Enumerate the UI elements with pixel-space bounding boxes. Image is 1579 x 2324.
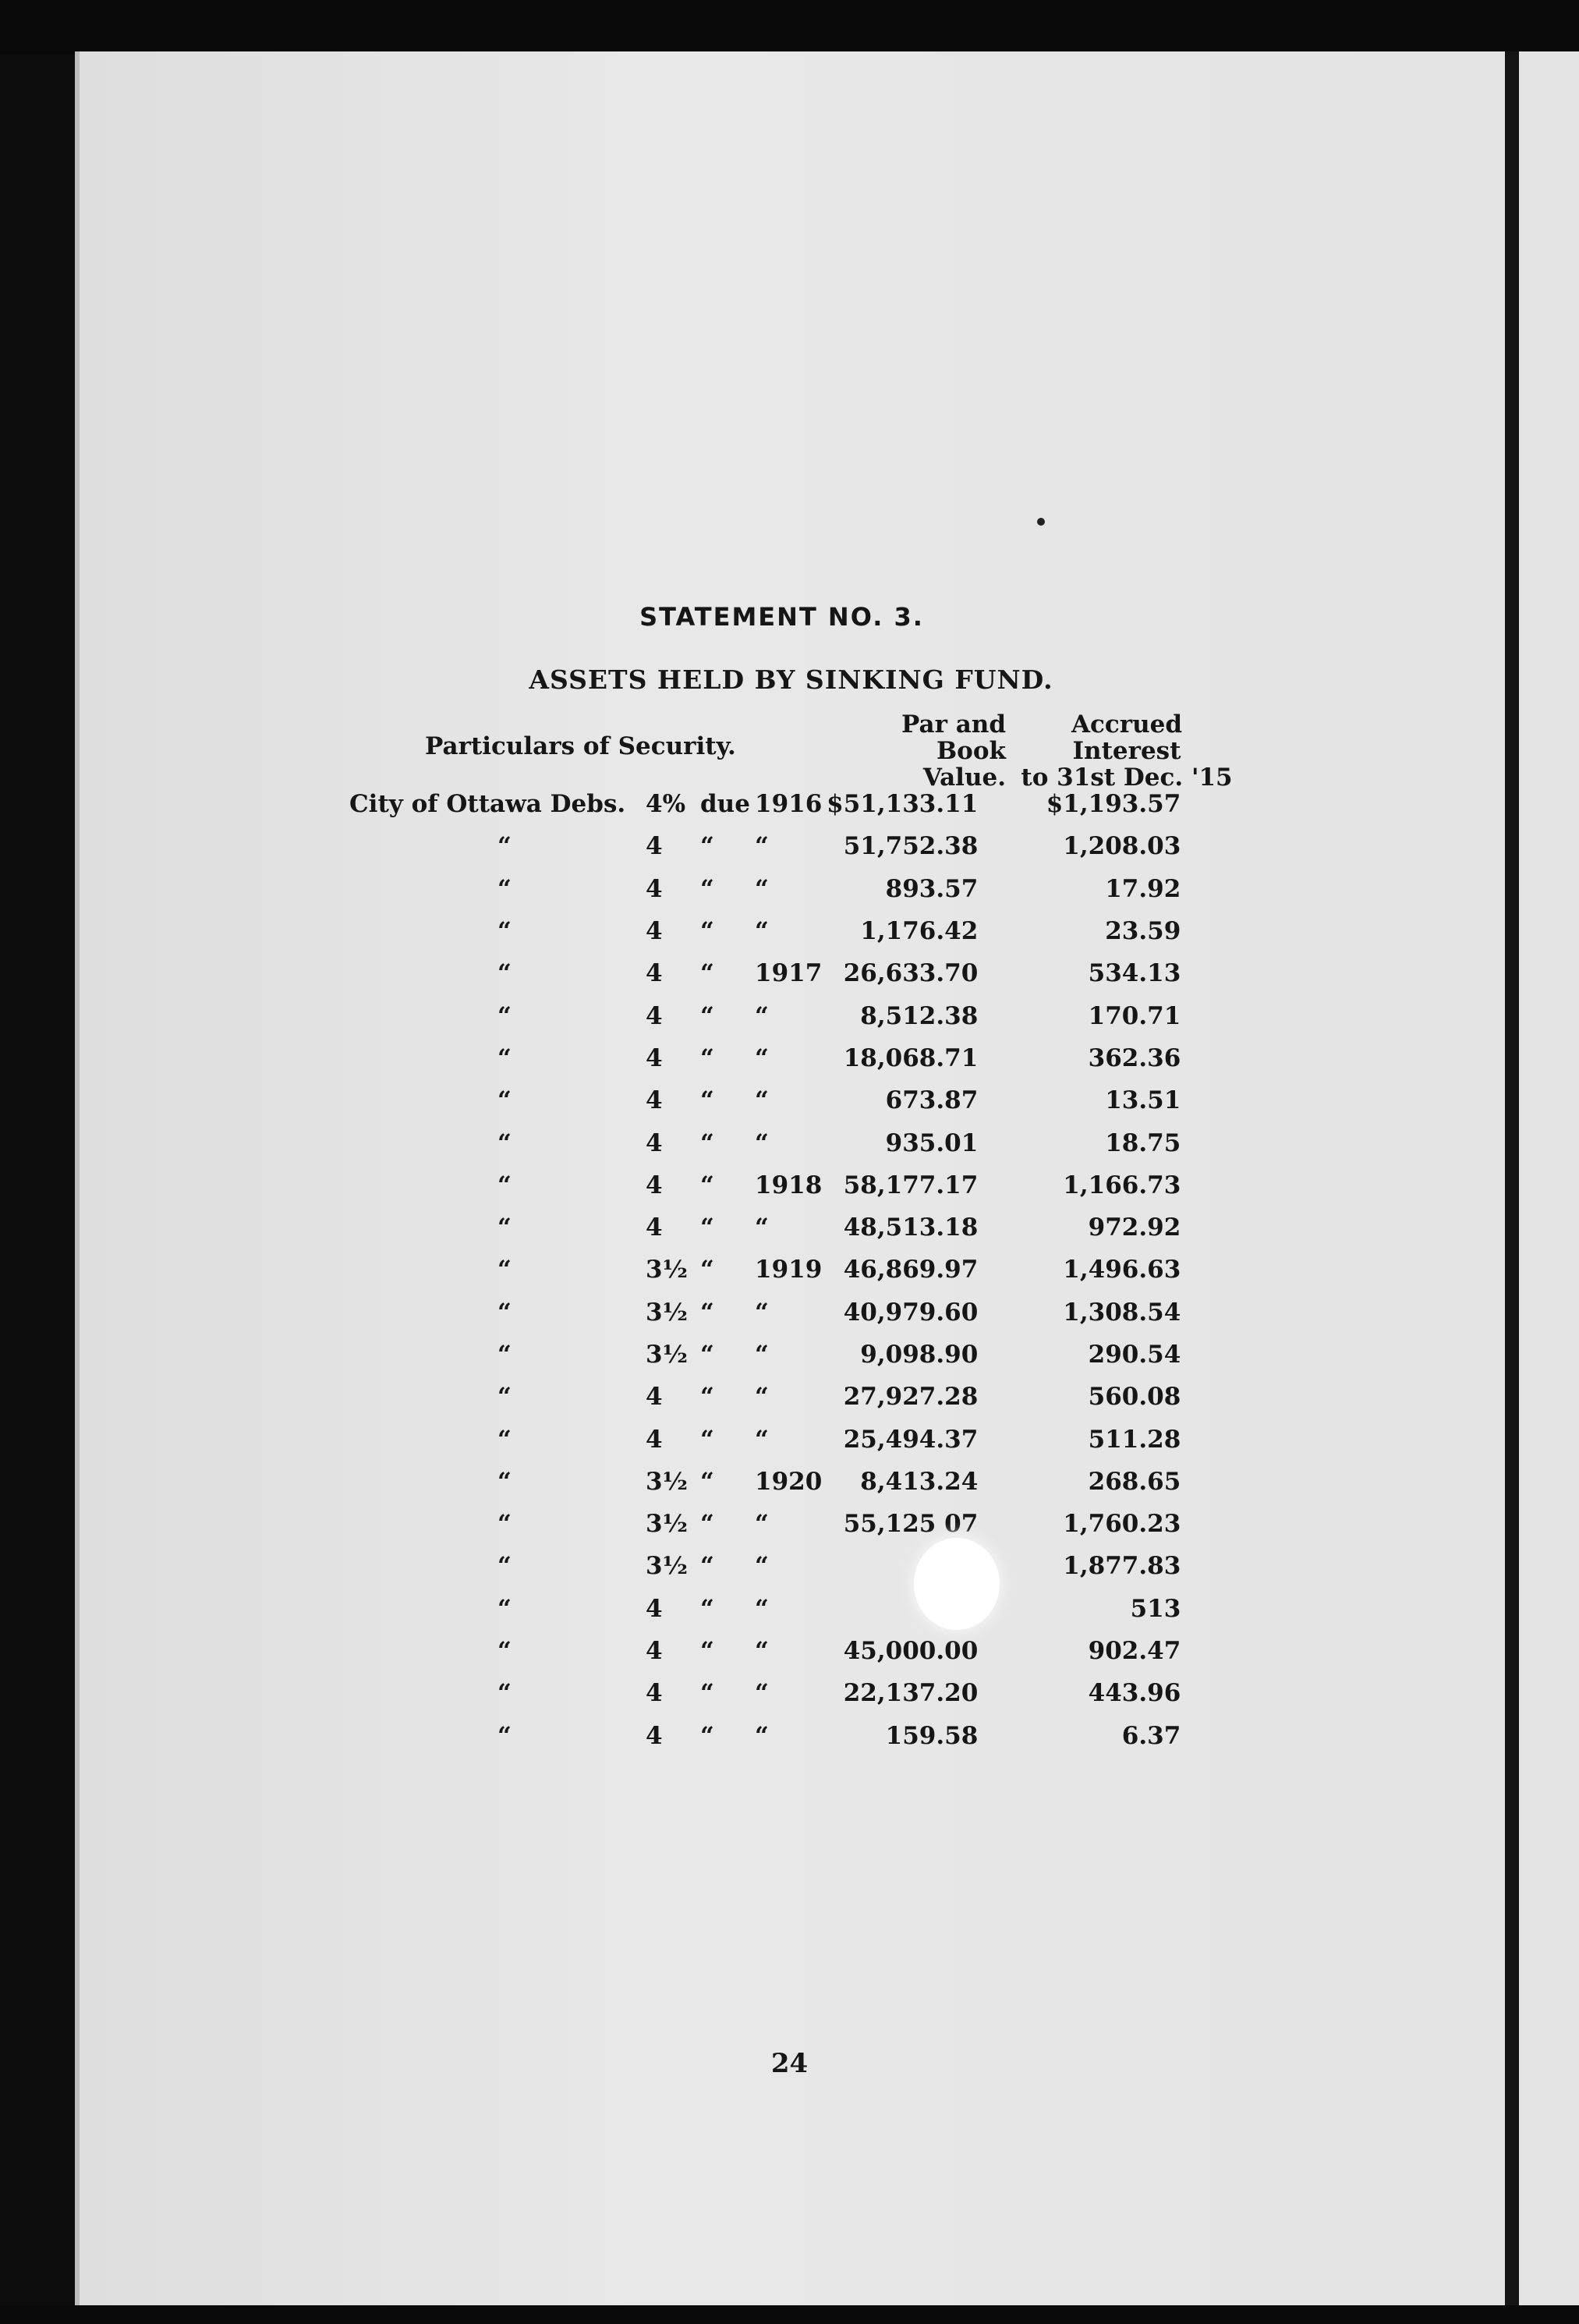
- ditto-mark: “: [497, 1679, 512, 1708]
- header-accrued-line2: to 31st Dec. '15: [1021, 763, 1233, 792]
- ink-speck: [1037, 518, 1045, 526]
- accrued-interest: 290.54: [1088, 1341, 1181, 1369]
- due-label: “: [700, 1552, 714, 1581]
- maturity-year: 1917: [755, 959, 823, 988]
- security-name: [349, 1376, 646, 1418]
- interest-rate: 4: [646, 1128, 663, 1157]
- table-row: [349, 1079, 1181, 1121]
- ditto-mark: “: [497, 1001, 512, 1030]
- due-label: “: [700, 1679, 714, 1708]
- header-accrued-interest: [1014, 711, 1240, 791]
- par-book-value: 893.57: [885, 874, 979, 903]
- table-row: [349, 1672, 1181, 1714]
- interest-rate: 4: [646, 1086, 663, 1115]
- table-row: [349, 825, 1181, 867]
- table-row: [349, 1461, 1181, 1503]
- statement-heading: STATEMENT NO. 3.: [639, 602, 924, 632]
- security-name: [349, 1672, 646, 1714]
- accrued-interest: 18.75: [1105, 1128, 1181, 1157]
- interest-rate: 3½: [646, 1256, 688, 1284]
- due-label: “: [700, 959, 714, 988]
- accrued-interest: 23.59: [1105, 917, 1181, 946]
- due-label: “: [700, 1637, 714, 1666]
- accrued-interest: 511.28: [1088, 1425, 1181, 1454]
- par-book-value: 8,413.24: [860, 1467, 979, 1496]
- security-name: [349, 1588, 646, 1630]
- par-book-value: 9,098.90: [860, 1341, 979, 1369]
- security-name: [349, 1249, 646, 1291]
- table-row: [349, 1503, 1181, 1545]
- ditto-mark: “: [497, 1383, 512, 1412]
- interest-rate: 4: [646, 1001, 663, 1030]
- facing-page-edge: [1519, 51, 1579, 2305]
- due-label: “: [700, 1383, 714, 1412]
- maturity-year: “: [755, 1594, 769, 1623]
- security-name: [349, 1630, 646, 1672]
- security-name: [349, 952, 646, 994]
- table-row: [349, 1291, 1181, 1334]
- due-label: “: [700, 1086, 714, 1115]
- maturity-year: “: [755, 874, 769, 903]
- accrued-interest: 1,166.73: [1063, 1171, 1181, 1199]
- table-row: [349, 994, 1181, 1036]
- due-label: “: [700, 1001, 714, 1030]
- maturity-year: “: [755, 1679, 769, 1708]
- security-name: [349, 1461, 646, 1503]
- page-number: 24: [770, 2048, 809, 2079]
- table-row: [349, 1249, 1181, 1291]
- ditto-mark: “: [497, 1721, 512, 1750]
- ditto-mark: “: [497, 1086, 512, 1115]
- security-name: [349, 1121, 646, 1164]
- maturity-year: “: [755, 1383, 769, 1412]
- due-label: “: [700, 1510, 714, 1539]
- accrued-interest: 534.13: [1088, 959, 1181, 988]
- maturity-year: “: [755, 1213, 769, 1242]
- header-par-line2: Book Value.: [922, 737, 1006, 792]
- table-row: [349, 783, 1181, 825]
- book-gutter: [1505, 51, 1521, 2305]
- due-label: “: [700, 874, 714, 903]
- par-book-value: 58,177.17: [843, 1171, 979, 1199]
- table-row: [349, 1206, 1181, 1249]
- due-label: “: [700, 1171, 714, 1199]
- par-book-value: 51,752.38: [843, 832, 979, 861]
- maturity-year: “: [755, 917, 769, 946]
- accrued-interest: $1,193.57: [1046, 790, 1181, 819]
- assets-table: [349, 783, 1181, 1757]
- table-row: [349, 952, 1181, 994]
- maturity-year: “: [755, 1043, 769, 1072]
- table-row: [349, 1037, 1181, 1079]
- table-row: [349, 1418, 1181, 1460]
- maturity-year: 1919: [755, 1256, 823, 1284]
- accrued-interest: 6.37: [1121, 1721, 1181, 1750]
- security-name: [349, 1715, 646, 1757]
- due-label: “: [700, 1128, 714, 1157]
- ditto-mark: “: [497, 1594, 512, 1623]
- maturity-year: “: [755, 1001, 769, 1030]
- due-label: “: [700, 1043, 714, 1072]
- due-label: “: [700, 832, 714, 861]
- security-name: [349, 1291, 646, 1334]
- table-row: [349, 1588, 1181, 1630]
- security-name: [349, 1503, 646, 1545]
- par-book-value: 48,513.18: [843, 1213, 979, 1242]
- par-book-value: 935.01: [885, 1128, 979, 1157]
- due-label: “: [700, 1341, 714, 1369]
- ditto-mark: “: [497, 1213, 512, 1242]
- security-name: [349, 868, 646, 910]
- accrued-interest: 1,760.23: [1063, 1510, 1181, 1539]
- table-row: [349, 1376, 1181, 1418]
- maturity-year: “: [755, 1298, 769, 1327]
- maturity-year: 1916: [755, 790, 823, 819]
- interest-rate: 4: [646, 1383, 663, 1412]
- interest-rate: 4: [646, 1213, 663, 1242]
- par-book-value: 45,000.00: [843, 1637, 979, 1666]
- page-edge: [75, 51, 80, 2305]
- table-row: [349, 868, 1181, 910]
- interest-rate: 4: [646, 832, 663, 861]
- interest-rate: 3½: [646, 1341, 688, 1369]
- security-name: [349, 1079, 646, 1121]
- ditto-mark: “: [497, 1510, 512, 1539]
- maturity-year: “: [755, 1721, 769, 1750]
- maturity-year: “: [755, 1341, 769, 1369]
- due-label: “: [700, 1213, 714, 1242]
- table-row: [349, 1630, 1181, 1672]
- security-name: [349, 1418, 646, 1460]
- security-name: [349, 910, 646, 952]
- maturity-year: “: [755, 1425, 769, 1454]
- par-book-value: 46,869.97: [843, 1256, 979, 1284]
- table-row: [349, 1164, 1181, 1206]
- due-label: “: [700, 1298, 714, 1327]
- par-book-value: 18,068.71: [843, 1043, 979, 1072]
- maturity-year: “: [755, 1510, 769, 1539]
- due-label: “: [700, 917, 714, 946]
- interest-rate: 4: [646, 1721, 663, 1750]
- interest-rate: 4: [646, 1171, 663, 1199]
- assets-table-body: [349, 783, 1181, 1757]
- accrued-interest: 902.47: [1088, 1637, 1181, 1666]
- ditto-mark: “: [497, 1425, 512, 1454]
- par-book-value: 27,927.28: [843, 1383, 979, 1412]
- interest-rate: 3½: [646, 1552, 688, 1581]
- par-book-value: 22,137.20: [843, 1679, 979, 1708]
- security-name: City of Ottawa Debs.: [349, 790, 626, 819]
- interest-rate: 4: [646, 1425, 663, 1454]
- ditto-mark: “: [497, 832, 512, 861]
- interest-rate: 4: [646, 1043, 663, 1072]
- accrued-interest: 268.65: [1088, 1467, 1181, 1496]
- document-title: ASSETS HELD BY SINKING FUND.: [529, 664, 1053, 695]
- security-name: [349, 1164, 646, 1206]
- par-book-value: 26,633.70: [843, 959, 979, 988]
- interest-rate: 4: [646, 1594, 663, 1623]
- table-row: [349, 1545, 1181, 1587]
- par-book-value: 25,494.37: [843, 1425, 979, 1454]
- maturity-year: 1918: [755, 1171, 823, 1199]
- maturity-year: 1920: [755, 1467, 823, 1496]
- interest-rate: 4: [646, 959, 663, 988]
- maturity-year: “: [755, 832, 769, 861]
- interest-rate: 3½: [646, 1510, 688, 1539]
- par-book-value: 1,176.42: [860, 917, 979, 946]
- due-label: “: [700, 1467, 714, 1496]
- scan-top-border: [0, 0, 1579, 55]
- accrued-interest: 1,877.83: [1063, 1552, 1181, 1581]
- scan-blemish: [914, 1538, 1000, 1630]
- interest-rate: 4: [646, 874, 663, 903]
- par-book-value: 8,512.38: [860, 1001, 979, 1030]
- due-label: “: [700, 1594, 714, 1623]
- accrued-interest: 362.36: [1088, 1043, 1181, 1072]
- accrued-interest: 1,308.54: [1063, 1298, 1181, 1327]
- table-row: [349, 910, 1181, 952]
- maturity-year: “: [755, 1637, 769, 1666]
- due-label: “: [700, 1721, 714, 1750]
- interest-rate: 3½: [646, 1467, 688, 1496]
- due-label: due: [700, 790, 750, 819]
- ditto-mark: “: [497, 1256, 512, 1284]
- table-row: [349, 1715, 1181, 1757]
- ditto-mark: “: [497, 874, 512, 903]
- header-accrued-line1: Accrued Interest: [1071, 710, 1183, 765]
- due-label: “: [700, 1425, 714, 1454]
- interest-rate: 4: [646, 1637, 663, 1666]
- par-book-value: 673.87: [885, 1086, 979, 1115]
- ditto-mark: “: [497, 1467, 512, 1496]
- ditto-mark: “: [497, 1341, 512, 1369]
- ditto-mark: “: [497, 1552, 512, 1581]
- interest-rate: 4: [646, 917, 663, 946]
- ditto-mark: “: [497, 1043, 512, 1072]
- security-name: [349, 994, 646, 1036]
- maturity-year: “: [755, 1128, 769, 1157]
- security-name: [349, 825, 646, 867]
- maturity-year: “: [755, 1086, 769, 1115]
- par-book-value: 55,125 07: [843, 1510, 979, 1539]
- accrued-interest: 170.71: [1088, 1001, 1181, 1030]
- ditto-mark: “: [497, 1128, 512, 1157]
- interest-rate: 3½: [646, 1298, 688, 1327]
- accrued-interest: 17.92: [1105, 874, 1181, 903]
- par-book-value: 159.58: [885, 1721, 979, 1750]
- header-particulars: Particulars of Security.: [425, 732, 736, 760]
- security-name: [349, 1334, 646, 1376]
- ditto-mark: “: [497, 1298, 512, 1327]
- accrued-interest: 513: [1130, 1594, 1181, 1623]
- ditto-mark: “: [497, 1171, 512, 1199]
- accrued-interest: 13.51: [1105, 1086, 1181, 1115]
- interest-rate: 4: [646, 1679, 663, 1708]
- header-par-line1: Par and: [901, 710, 1006, 739]
- table-row: [349, 1121, 1181, 1164]
- maturity-year: “: [755, 1552, 769, 1581]
- accrued-interest: 972.92: [1088, 1213, 1181, 1242]
- accrued-interest: 1,496.63: [1063, 1256, 1181, 1284]
- accrued-interest: 1,208.03: [1063, 832, 1181, 861]
- ditto-mark: “: [497, 1637, 512, 1666]
- accrued-interest: 560.08: [1088, 1383, 1181, 1412]
- security-name: [349, 1206, 646, 1249]
- due-label: “: [700, 1256, 714, 1284]
- interest-rate: 4%: [646, 790, 686, 819]
- par-book-value: $51,133.11: [827, 790, 979, 819]
- scan-bottom-border: [0, 2305, 1579, 2324]
- ditto-mark: “: [497, 959, 512, 988]
- ditto-mark: “: [497, 917, 512, 946]
- header-par-value: [850, 711, 1006, 791]
- security-name: [349, 1545, 646, 1587]
- security-name: [349, 1037, 646, 1079]
- par-book-value: 40,979.60: [843, 1298, 979, 1327]
- accrued-interest: 443.96: [1088, 1679, 1181, 1708]
- table-row: [349, 1334, 1181, 1376]
